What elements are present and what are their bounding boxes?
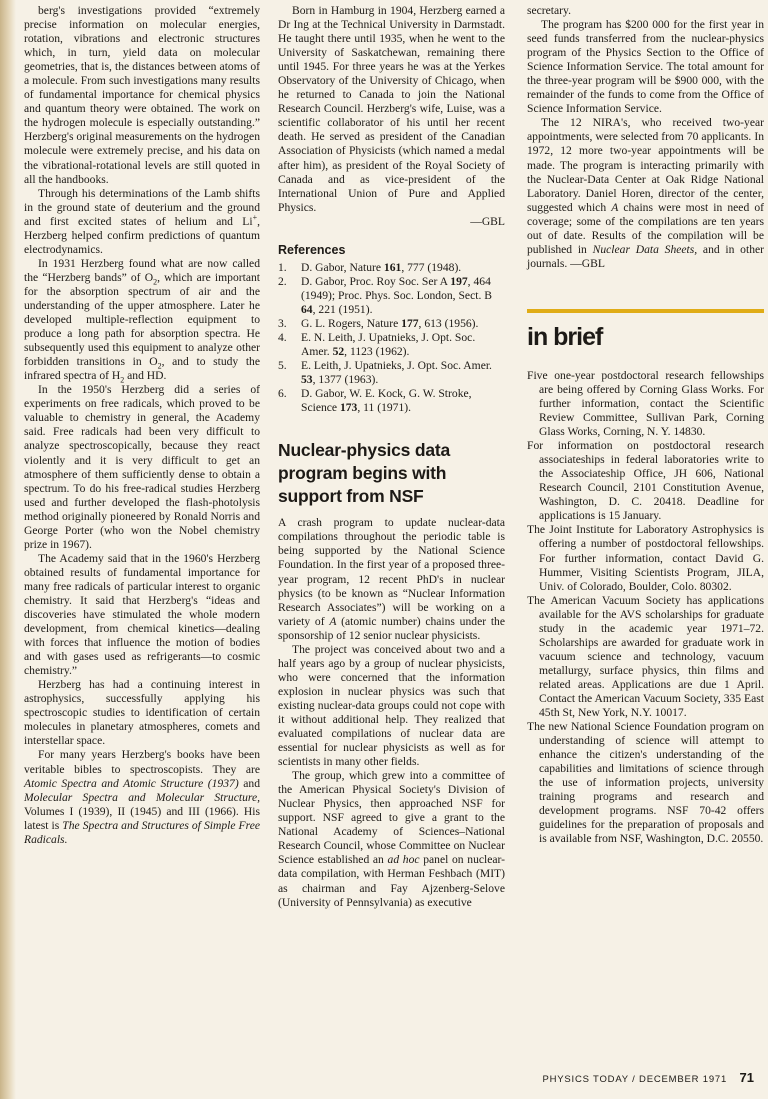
brief-item: For information on postdoctoral research associateships in federal laboratories write to the Associateship Office, JH 606, National Research Council, 2101 Constitution Avenue, Washington, D. C. 20418. Deadline for applications is 15 January. [527,439,764,523]
reference-number: 1. [278,260,287,274]
column-herzberg-continued [24,4,260,847]
nuclear-physics-headline: Nuclear-physics data program begins with support from NSF [278,440,451,507]
article-paragraph: berg's investigations provided “extremely precise information on molecular energies, rotation, vibrations and electronic structures which, in turn, yield data on molecular geometries, that is, the distances between atoms of a molecule. From such investigations many results of fundamental importance for chemical physics and quantum theory were obtained. The work on the hydrogen molecule is especially outstanding.” Herzberg's original measurements on the hydrogen molecule were extremely precise, and his data on the vibrational-rotational levels are still quoted in all the handbooks. [24,4,260,186]
reference-number: 4. [278,331,287,345]
article-paragraph: The Academy said that in the 1960's Herzberg obtained results of fundamental importance for many free radicals of particular interest to organic chemistry. It said that Herzberg's “ideas and discoveries have stimulated the whole modern development, from chemical kinetics—dealing with forces that influence the motion of bodies and with gases used as refrigerants—to cosmic chemistry.” [24,551,260,678]
bio-signature: —GBL [470,214,505,228]
reference-item: 2. D. Gabor, Proc. Roy Soc. Ser A 197, 464 (1949); Proc. Phys. Soc. London, Sect. B 64, 221 (1951). [278,274,492,316]
reference-item: 6. D. Gabor, W. E. Kock, G. W. Stroke, Science 173, 11 (1971). [278,387,472,415]
journal-issue-label: PHYSICS TODAY / DECEMBER 1971 [542,1074,728,1085]
nsf-article-body [278,516,505,909]
in-brief-rule [527,309,764,313]
article-paragraph: The group, which grew into a committee of the American Physical Society's Division of Nuclear Physics, then approached NSF for support. NSF agreed to give a grant to the National Academy of Sciences–National Research Council, whose Committee on Nuclear Science established an ad hoc panel on nuclear-data compilation, with Herman Feshbach (MIT) as chairman and Fay Ajzenberg-Selove (University of Pennsylvania) as executive [278,769,506,909]
article-paragraph: In 1931 Herzberg found what are now called the “Herzberg bands” of $O_2$, which are important for the absorption spectrum of air and the understanding of the upper atmosphere. Later he developed multiple-reflection equipment to produce a long path for absorption spectra. He subsequently used this equipment to analyze other forbidden transitions in $O_2$, and to study the infrared spectra of $H_2$ and HD. [24,256,260,385]
brief-item: The Joint Institute for Laboratory Astrophysics is offering a number of postdoctoral fellowships. For further information, contact David G. Hummer, Visiting Scientists Program, JILA, Univ. of Colorado, Boulder, Colo. 80302. [527,523,764,593]
reference-item: 1. D. Gabor, Nature 161, 777 (1948). [278,260,462,274]
article-paragraph: The project was conceived about two and a half years ago by a group of nuclear physicists, who were concerned that the information explosion in nuclear physics was such that existing nuclear-data groups could not cope with it without additional help. They realized that evaluated compilations of nuclear data are essential for nuclear physicists as well as for scientists in many other fields. [278,642,505,769]
page-number: 71 [739,1070,754,1085]
references-list [278,261,505,416]
brief-item: The new National Science Foundation program on understanding of science will attempt to enhance the citizen's understanding of the capabilities and limitations of science through the use of information projects, university training programs and research and development programs. NSF 70-42 offers guidelines for the preparation of proposals and is available from NSF, Washington, D.C. 20550. [527,720,764,846]
in-brief-items [527,369,764,847]
article-paragraph: Through his determinations of the Lamb shifts in the ground state of deuterium and the ground and first excited states of helium and Li+, Herzberg helped confirm predictions of quantum electrodynamics. [24,186,260,256]
page-footer [542,1069,754,1087]
reference-number: 6. [278,387,287,401]
brief-item: The American Vacuum Society has applications available for the AVS scholarships for graduate study in the academic year 1971–72. Scholarships are awarded for graduate work in vacuum science and technology, vacuum metallurgy, surface physics, thin films and related areas. Applications are due 1 April. Contact the American Vacuum Society, 335 East 45th St, New York, N.Y. 10017. [527,593,764,720]
reference-item: 3. G. L. Rogers, Nature 177, 613 (1956). [278,316,479,330]
column-right [527,4,764,846]
article-paragraph: Herzberg has had a continuing interest in astrophysics, successfully applying his spectroscopic studies to identification of certain molecules in planetary atmospheres, comets and interstellar space. [24,678,260,748]
reference-number: 2. [278,274,287,288]
in-brief-heading: in brief [527,322,603,351]
nsf-article-continued [527,4,764,271]
article-paragraph: In the 1950's Herzberg did a series of experiments on free radicals, which proved to be valuable to chemistry in general, the Academy said. Free radicals had been very difficult to analyze spectroscopically, because they react violently and it is very difficult to get an atmosphere of them sufficiently dense to obtain a spectrum. To do his free-radical studies Herzberg used and further developed the flash-photolysis method originally pioneered by Ronald Norris and George Porter (who won the Nobel chemistry prize in 1967). [24,383,260,551]
herzberg-article-body [24,4,260,847]
column-middle [278,4,505,910]
reference-number: 5. [278,359,287,373]
article-paragraph: The program has $200 000 for the first year in seed funds transferred from the nuclear-physics program of the Physics Section to the Office of Science Information Service. The total amount for the three-year program will be $900 000, with the remainder of the funds to come from the Office of Science Information Service. [527,18,764,116]
herzberg-bio-paragraph: Born in Hamburg in 1904, Herzberg earned a Dr Ing at the Technical University in Darmstadt. He taught there until 1935, when he went to the University of Saskatchewan, remaining there until 1945. For three years he was at the Yerkes Observatory of the University of Chicago, when he returned to Canada to join the National Research Council. Herzberg's wife, Luise, was a scientific collaborator of his until her recent death. He served as president of the Canadian Association of Physicists (which named a medal after him), as president of the Royal Society of Canada and as vice-president of the International Union of Pure and Applied Physics. [278,4,505,214]
page-gutter-shadow [0,0,16,1099]
article-paragraph: The 12 NIRA's, who received two-year appointments, were selected from 70 applicants. In 1972, 12 more two-year appointments will be made. The program is interacting primarily with the Nuclear-Data Center at Oak Ridge National Laboratory. Daniel Horen, director of the center, suggested which A chains were most in need of coverage; some of the compilations are ten years out of date. Results of the compilation will be published in Nuclear Data Sheets, and in other journals. —GBL [527,116,764,270]
reference-number: 3. [278,316,287,330]
references-heading: References [278,242,346,257]
article-paragraph: For many years Herzberg's books have been veritable bibles to spectroscopists. They are Atomic Spectra and Atomic Structure (1937) and Molecular Spectra and Molecular Structure, Volumes I (1939), II (1945) and III (1966). His latest is The Spectra and Structures of Simple Free Radicals. [24,748,261,846]
article-paragraph: A crash program to update nuclear-data compilations throughout the periodic table is being supported by the National Science Foundation. In the first year of a proposed three-year program, 12 recent PhD's in nuclear physics (to be known as “Nuclear Information Research Associates”) will be working on a variety of A (atomic number) chains under the sponsorship of 12 senior nuclear physicists. [278,516,505,642]
article-paragraph: secretary. [527,4,571,17]
reference-item: 5. E. Leith, J. Upatnieks, J. Opt. Soc. Amer. 53, 1377 (1963). [278,359,492,387]
reference-item: 4. E. N. Leith, J. Upatnieks, J. Opt. Soc. Amer. 52, 1123 (1962). [278,331,476,359]
brief-item: Five one-year postdoctoral research fellowships are being offered by Corning Glass Works. For further information, contact the Scientific Review Committee, Sullivan Park, Corning Glass Works, Corning, N. Y. 14830. [527,368,764,439]
